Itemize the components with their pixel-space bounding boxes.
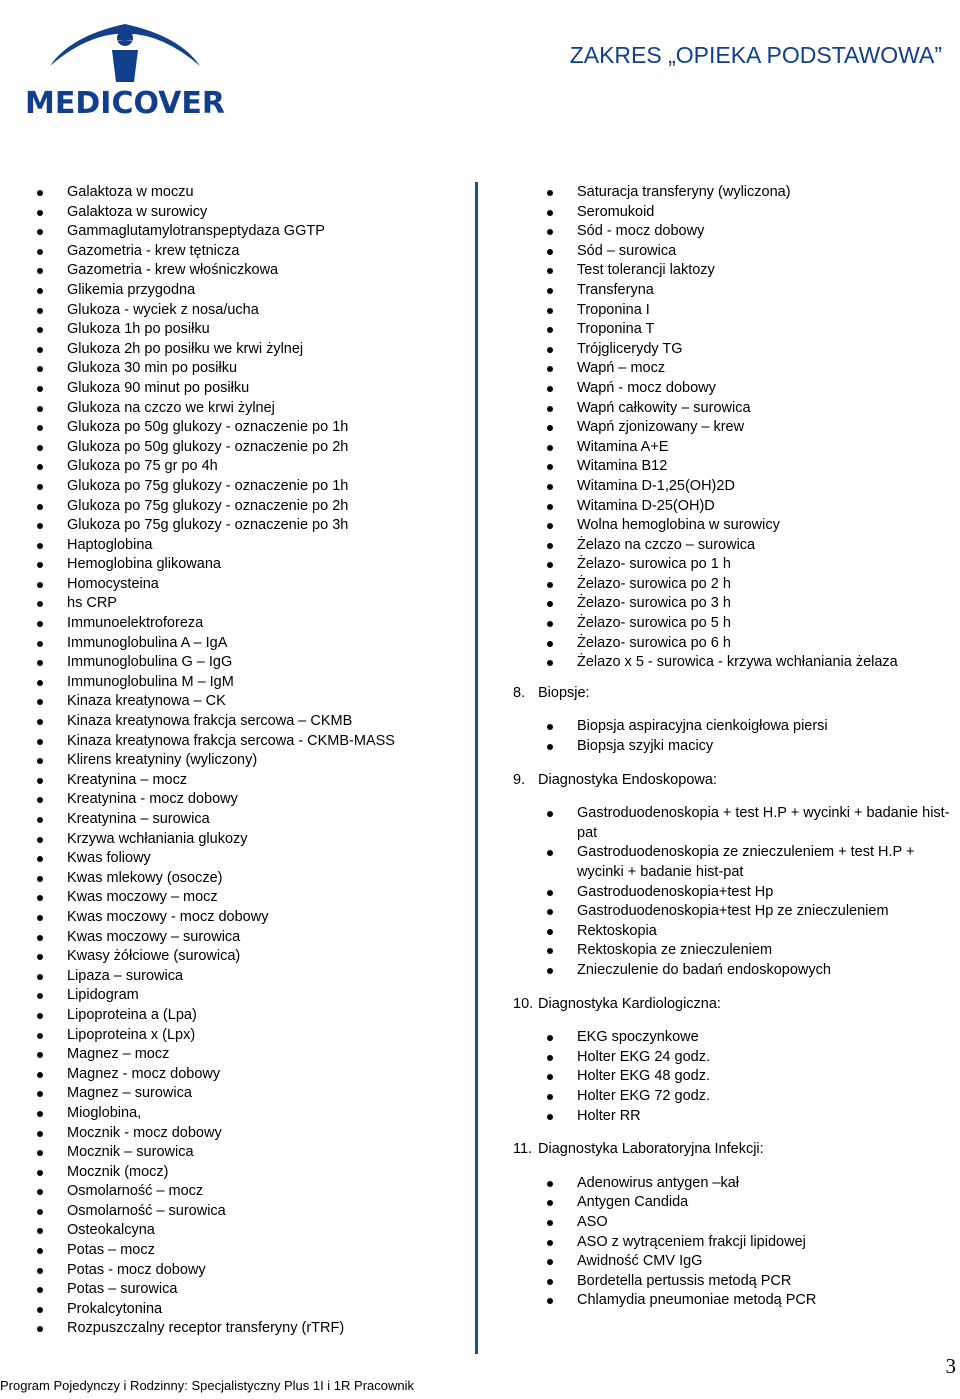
list-item: Kinaza kreatynowa frakcja sercowa - CKMB-MASS	[30, 732, 470, 752]
section-title: Diagnostyka Laboratoryjna Infekcji:	[538, 1141, 764, 1158]
list-item: Witamina A+E	[540, 438, 960, 458]
page-title: ZAKRES „OPIEKA PODSTAWOWA”	[569, 42, 942, 68]
section-number: 10.	[513, 995, 534, 1012]
list-item: Galaktoza w surowicy	[30, 203, 470, 223]
list-item: Holter EKG 24 godz.	[540, 1048, 960, 1068]
list-item: Holter EKG 72 godz.	[540, 1087, 960, 1107]
list-item: Kreatynina – mocz	[30, 771, 470, 791]
list-item: Kwas foliowy	[30, 849, 470, 869]
list-item: Immunoglobulina G – IgG	[30, 653, 470, 673]
section-list	[540, 1174, 960, 1311]
list-item: Glukoza 90 minut po posiłku	[30, 379, 470, 399]
list-item: Glukoza po 75g glukozy - oznaczenie po 3h	[30, 516, 470, 536]
list-item: Gammaglutamylotranspeptydaza GGTP	[30, 222, 470, 242]
list-item: Kwas mlekowy (osocze)	[30, 869, 470, 889]
list-item: Awidność CMV IgG	[540, 1252, 960, 1272]
list-item: Sód – surowica	[540, 242, 960, 262]
list-item: Lipidogram	[30, 986, 470, 1006]
list-item: Glukoza po 75g glukozy - oznaczenie po 2h	[30, 497, 470, 517]
medicover-logo	[10, 6, 240, 122]
list-item: Troponina T	[540, 320, 960, 340]
list-item: Adenowirus antygen –kał	[540, 1174, 960, 1194]
list-item: Wapń – mocz	[540, 359, 960, 379]
section-number: 9.	[513, 771, 526, 788]
list-item: Glikemia przygodna	[30, 281, 470, 301]
list-item: Znieczulenie do badań endoskopowych	[540, 961, 960, 981]
list-item: Kinaza kreatynowa frakcja sercowa – CKMB	[30, 712, 470, 732]
list-item: Glukoza na czczo we krwi żylnej	[30, 399, 470, 419]
list-item: Saturacja transferyny (wyliczona)	[540, 183, 960, 203]
list-item: Immunoglobulina M – IgM	[30, 673, 470, 693]
list-item: Gastroduodenoskopia + test H.P + wycinki + badanie hist-pat	[540, 804, 960, 843]
page-number: 3	[945, 1354, 956, 1378]
list-item: Rektoskopia	[540, 922, 960, 942]
section-heading	[513, 771, 960, 791]
list-item: Rektoskopia ze znieczuleniem	[540, 941, 960, 961]
list-item: Chlamydia pneumoniae metodą PCR	[540, 1291, 960, 1311]
section-heading	[513, 684, 960, 704]
list-item: Wapń - mocz dobowy	[540, 379, 960, 399]
list-item: Glukoza po 75 gr po 4h	[30, 457, 470, 477]
list-item: Troponina I	[540, 301, 960, 321]
list-item: Żelazo x 5 - surowica - krzywa wchłaniania żelaza	[540, 653, 960, 673]
left-column	[30, 183, 470, 1339]
list-item: Mocznik (mocz)	[30, 1163, 470, 1183]
section-heading	[513, 1140, 960, 1160]
list-item: Transferyna	[540, 281, 960, 301]
list-item: Immunoglobulina A – IgA	[30, 634, 470, 654]
list-item: Osmolarność – mocz	[30, 1182, 470, 1202]
list-item: Żelazo- surowica po 6 h	[540, 634, 960, 654]
list-item: Glukoza po 50g glukozy - oznaczenie po 2h	[30, 438, 470, 458]
list-item: Mioglobina,	[30, 1104, 470, 1124]
section-title: Diagnostyka Kardiologiczna:	[538, 995, 721, 1012]
list-item: Biopsja aspiracyjna cienkoigłowa piersi	[540, 717, 960, 737]
list-item: Test tolerancji laktozy	[540, 261, 960, 281]
list-item: ASO	[540, 1213, 960, 1233]
list-item: Kwasy żółciowe (surowica)	[30, 947, 470, 967]
list-item: Sód - mocz dobowy	[540, 222, 960, 242]
footer-program: Program Pojedynczy i Rodzinny: Specjalistyczny Plus 1I i 1R Pracownik	[0, 1378, 415, 1393]
section-list	[540, 804, 960, 980]
list-item: Glukoza 2h po posiłku we krwi żylnej	[30, 340, 470, 360]
list-item: Osmolarność – surowica	[30, 1202, 470, 1222]
section-heading	[513, 995, 960, 1015]
list-item: Magnez – surowica	[30, 1084, 470, 1104]
list-item: Wapń zjonizowany – krew	[540, 418, 960, 438]
list-item: Żelazo- surowica po 3 h	[540, 594, 960, 614]
section-number: 8.	[513, 684, 526, 701]
list-item: Hemoglobina glikowana	[30, 555, 470, 575]
list-item: Glukoza - wyciek z nosa/ucha	[30, 301, 470, 321]
list-item: Trójglicerydy TG	[540, 340, 960, 360]
list-item: Galaktoza w moczu	[30, 183, 470, 203]
list-item: Glukoza 30 min po posiłku	[30, 359, 470, 379]
list-item: Gastroduodenoskopia+test Hp ze znieczuleniem	[540, 902, 960, 922]
list-item: Osteokalcyna	[30, 1221, 470, 1241]
section-title: Biopsje:	[538, 684, 590, 701]
right-sections	[513, 684, 960, 1311]
list-item: Bordetella pertussis metodą PCR	[540, 1272, 960, 1292]
section-number: 11.	[513, 1141, 533, 1158]
list-item: Wolna hemoglobina w surowicy	[540, 516, 960, 536]
list-item: Magnez – mocz	[30, 1045, 470, 1065]
list-item: Kinaza kreatynowa – CK	[30, 692, 470, 712]
list-item: Potas - mocz dobowy	[30, 1261, 470, 1281]
list-item: Gastroduodenoskopia+test Hp	[540, 883, 960, 903]
list-item: Mocznik – surowica	[30, 1143, 470, 1163]
list-item: Witamina D-25(OH)D	[540, 497, 960, 517]
list-item: Immunoelektroforeza	[30, 614, 470, 634]
list-item: Holter EKG 48 godz.	[540, 1067, 960, 1087]
list-item: Kwas moczowy – surowica	[30, 928, 470, 948]
list-item: Homocysteina	[30, 575, 470, 595]
list-item: Klirens kreatyniny (wyliczony)	[30, 751, 470, 771]
list-item: Żelazo- surowica po 2 h	[540, 575, 960, 595]
list-item: Seromukoid	[540, 203, 960, 223]
logo-wordmark: MEDICOVER	[25, 86, 225, 121]
list-item: Glukoza po 75g glukozy - oznaczenie po 1h	[30, 477, 470, 497]
medicover-emblem-icon	[10, 6, 240, 86]
list-item: Witamina B12	[540, 457, 960, 477]
column-divider	[475, 182, 478, 1354]
list-item: Żelazo- surowica po 1 h	[540, 555, 960, 575]
right-test-list	[540, 183, 960, 673]
list-item: Rozpuszczalny receptor transferyny (rTRF)	[30, 1319, 470, 1339]
section-list	[540, 1028, 960, 1126]
list-item: Krzywa wchłaniania glukozy	[30, 830, 470, 850]
list-item: Gazometria - krew włośniczkowa	[30, 261, 470, 281]
list-item: EKG spoczynkowe	[540, 1028, 960, 1048]
list-item: Potas – surowica	[30, 1280, 470, 1300]
list-item: Gazometria - krew tętnicza	[30, 242, 470, 262]
list-item: Witamina D-1,25(OH)2D	[540, 477, 960, 497]
list-item: Haptoglobina	[30, 536, 470, 556]
section-title: Diagnostyka Endoskopowa:	[538, 771, 717, 788]
list-item: Kreatynina – surowica	[30, 810, 470, 830]
list-item: Mocznik - mocz dobowy	[30, 1124, 470, 1144]
list-item: Lipoproteina a (Lpa)	[30, 1006, 470, 1026]
list-item: Holter RR	[540, 1107, 960, 1127]
left-test-list	[30, 183, 470, 1339]
list-item: Wapń całkowity – surowica	[540, 399, 960, 419]
list-item: hs CRP	[30, 594, 470, 614]
list-item: Prokalcytonina	[30, 1300, 470, 1320]
list-item: Lipoproteina x (Lpx)	[30, 1026, 470, 1046]
list-item: ASO z wytrąceniem frakcji lipidowej	[540, 1233, 960, 1253]
list-item: Antygen Candida	[540, 1193, 960, 1213]
list-item: Magnez - mocz dobowy	[30, 1065, 470, 1085]
list-item: Gastroduodenoskopia ze znieczuleniem + test H.P + wycinki + badanie hist-pat	[540, 843, 960, 882]
list-item: Lipaza – surowica	[30, 967, 470, 987]
right-column	[513, 183, 960, 1311]
list-item: Kwas moczowy - mocz dobowy	[30, 908, 470, 928]
list-item: Potas – mocz	[30, 1241, 470, 1261]
list-item: Glukoza 1h po posiłku	[30, 320, 470, 340]
list-item: Kwas moczowy – mocz	[30, 888, 470, 908]
list-item: Kreatynina - mocz dobowy	[30, 790, 470, 810]
list-item: Żelazo- surowica po 5 h	[540, 614, 960, 634]
list-item: Glukoza po 50g glukozy - oznaczenie po 1h	[30, 418, 470, 438]
list-item: Żelazo na czczo – surowica	[540, 536, 960, 556]
list-item: Biopsja szyjki macicy	[540, 737, 960, 757]
section-list	[540, 717, 960, 756]
